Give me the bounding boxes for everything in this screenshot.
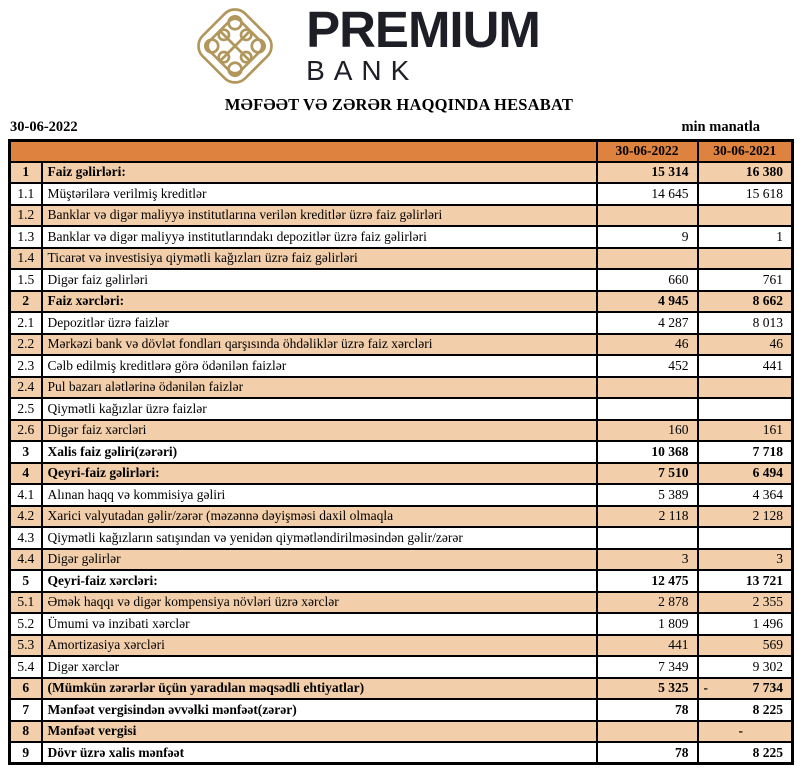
value-2022: 452 [597,355,698,377]
col-header-2022: 30-06-2022 [597,141,698,162]
value-2022: 4 945 [597,291,698,313]
row-label: Qiymətli kağızlar üzrə faizlər [42,398,597,420]
meta-row [0,115,798,139]
value-2021: 15 618 [698,183,793,205]
value-2021: - 7 734 [698,678,793,700]
brand-subname: BANK [306,55,419,87]
table-row [10,678,793,700]
row-no: 5.2 [10,613,42,635]
row-label: Ümumi və inzibati xərclər [42,613,597,635]
row-no: 5.1 [10,592,42,614]
value-2022 [597,398,698,420]
value-2022: 7 510 [597,463,698,485]
row-label: Amortizasiya xərcləri [42,635,597,657]
value-2021: 16 380 [698,162,793,184]
value-2021: 6 494 [698,463,793,485]
value-2022: 2 878 [597,592,698,614]
row-no: 3 [10,441,42,463]
value-2022: 160 [597,420,698,442]
table-row [10,570,793,592]
row-no: 4.1 [10,484,42,506]
value-2022: 14 645 [597,183,698,205]
value-2022: 5 325 [597,678,698,700]
row-label: Digər faiz gəlirləri [42,269,597,291]
value-2022: 78 [597,742,698,764]
row-label: Ticarət və investisiya qiymətli kağızları üzrə faiz gəlirləri [42,248,597,270]
row-no: 5.3 [10,635,42,657]
value-2022: 7 349 [597,656,698,678]
value-2021 [698,248,793,270]
row-no: 6 [10,678,42,700]
row-label: Digər gəlirlər [42,549,597,571]
row-no: 2.5 [10,398,42,420]
row-label: Cəlb edilmiş kreditlərə görə ödənilən faizlər [42,355,597,377]
value-2021: 1 [698,226,793,248]
report-title: MƏFƏƏT VƏ ZƏRƏR HAQQINDA HESABAT [224,95,574,114]
value-2021: 7 718 [698,441,793,463]
value-2021: 569 [698,635,793,657]
table-row [10,656,793,678]
row-label: Mənfəət vergisindən əvvəlki mənfəət(zərər) [42,699,597,721]
row-label: Müştərilərə verilmiş kreditlər [42,183,597,205]
pl-table-body [10,162,793,764]
row-no: 1.4 [10,248,42,270]
value-2021: 2 355 [698,592,793,614]
value-2022 [597,377,698,399]
celtic-knot-icon [192,3,278,89]
value-2021: 3 [698,549,793,571]
table-row [10,441,793,463]
row-no: 4.3 [10,527,42,549]
row-label: Depozitlər üzrə faizlər [42,312,597,334]
value-2021 [698,527,793,549]
row-label: Qeyri-faiz gəlirləri: [42,463,597,485]
row-label: Qiymətli kağızların satışından və yenidən qiymətləndirilməsindən gəlir/zərər [42,527,597,549]
table-row [10,463,793,485]
value-2022: 15 314 [597,162,698,184]
row-no: 4 [10,463,42,485]
row-label: Xalis faiz gəliri(zərəri) [42,441,597,463]
table-row [10,549,793,571]
row-label: Banklar və digər maliyyə institutlarındakı depozitlər üzrə faiz gəlirləri [42,226,597,248]
table-header-row [10,141,793,162]
row-label: Qeyri-faiz xərcləri: [42,570,597,592]
row-label: Mərkəzi bank və dövlət fondları qarşısında öhdəliklər üzrə faiz xərcləri [42,334,597,356]
row-label: Digər xərclər [42,656,597,678]
table-row [10,183,793,205]
table-row [10,742,793,764]
row-label: (Mümkün zərərlər üçün yaradılan məqsədli ehtiyatlar) [42,678,597,700]
row-label: Dövr üzrə xalis mənfəət [42,742,597,764]
value-2021: 8 225 [698,742,793,764]
value-2021: 4 364 [698,484,793,506]
table-row [10,398,793,420]
row-label: Pul bazarı alətlərinə ödənilən faizlər [42,377,597,399]
value-2021 [698,377,793,399]
table-row [10,699,793,721]
profit-loss-table [8,139,794,765]
value-2021: 761 [698,269,793,291]
row-no: 1.3 [10,226,42,248]
row-label: Alınan haqq və kommisiya gəliri [42,484,597,506]
row-no: 5 [10,570,42,592]
value-2021: 441 [698,355,793,377]
value-2022: 10 368 [597,441,698,463]
value-2022: 2 118 [597,506,698,528]
bank-header [0,0,765,90]
row-no: 8 [10,721,42,743]
row-no: 1.2 [10,205,42,227]
row-no: 2.3 [10,355,42,377]
brand-name: PREMIUM [306,0,540,58]
value-2022: 4 287 [597,312,698,334]
value-2022 [597,527,698,549]
table-row [10,377,793,399]
row-label: Xarici valyutadan gəlir/zərər (məzənnə dəyişməsi daxil olmaqla [42,506,597,528]
table-row [10,635,793,657]
col-header-2021: 30-06-2021 [698,141,793,162]
unit-label: min manatla [681,119,760,135]
value-2021: 8 013 [698,312,793,334]
row-no: 1.1 [10,183,42,205]
value-2021: - [698,721,793,743]
table-row [10,226,793,248]
value-2021: 46 [698,334,793,356]
row-label: Əmək haqqı və digər kompensiya növləri üzrə xərclər [42,592,597,614]
row-label: Digər faiz xərcləri [42,420,597,442]
value-2022: 12 475 [597,570,698,592]
value-2022: 9 [597,226,698,248]
row-no: 2.1 [10,312,42,334]
value-2022 [597,248,698,270]
table-row [10,291,793,313]
value-2022: 660 [597,269,698,291]
value-2022: 3 [597,549,698,571]
report-date: 30-06-2022 [10,119,78,135]
value-2022: 5 389 [597,484,698,506]
table-row [10,506,793,528]
row-no: 5.4 [10,656,42,678]
row-no: 9 [10,742,42,764]
row-label: Mənfəət vergisi [42,721,597,743]
table-row [10,527,793,549]
brand-wordmark [306,0,540,87]
table-row [10,205,793,227]
table-row [10,484,793,506]
table-row [10,420,793,442]
row-no: 1.5 [10,269,42,291]
value-2022: 46 [597,334,698,356]
row-no: 7 [10,699,42,721]
row-no: 4.2 [10,506,42,528]
table-row [10,613,793,635]
table-row [10,162,793,184]
row-label: Banklar və digər maliyyə institutlarına verilən kreditlər üzrə faiz gəlirləri [42,205,597,227]
value-2021: 161 [698,420,793,442]
table-row [10,269,793,291]
row-no: 2.2 [10,334,42,356]
row-no: 2 [10,291,42,313]
value-2021: 2 128 [698,506,793,528]
value-2021: 13 721 [698,570,793,592]
value-2022 [597,205,698,227]
value-2021: 1 496 [698,613,793,635]
value-2022: 1 809 [597,613,698,635]
value-2021: 8 662 [698,291,793,313]
row-no: 2.6 [10,420,42,442]
table-row [10,355,793,377]
header-spacer-cell [10,141,597,162]
value-2021: 9 302 [698,656,793,678]
table-row [10,312,793,334]
table-row [10,592,793,614]
value-2022: 441 [597,635,698,657]
row-no: 2.4 [10,377,42,399]
row-label: Faiz gəlirləri: [42,162,597,184]
value-2021 [698,398,793,420]
table-row [10,721,793,743]
row-no: 4.4 [10,549,42,571]
value-2022 [597,721,698,743]
value-2021: 8 225 [698,699,793,721]
value-2021 [698,205,793,227]
row-no: 1 [10,162,42,184]
table-row [10,248,793,270]
table-row [10,334,793,356]
value-2022: 78 [597,699,698,721]
row-label: Faiz xərcləri: [42,291,597,313]
